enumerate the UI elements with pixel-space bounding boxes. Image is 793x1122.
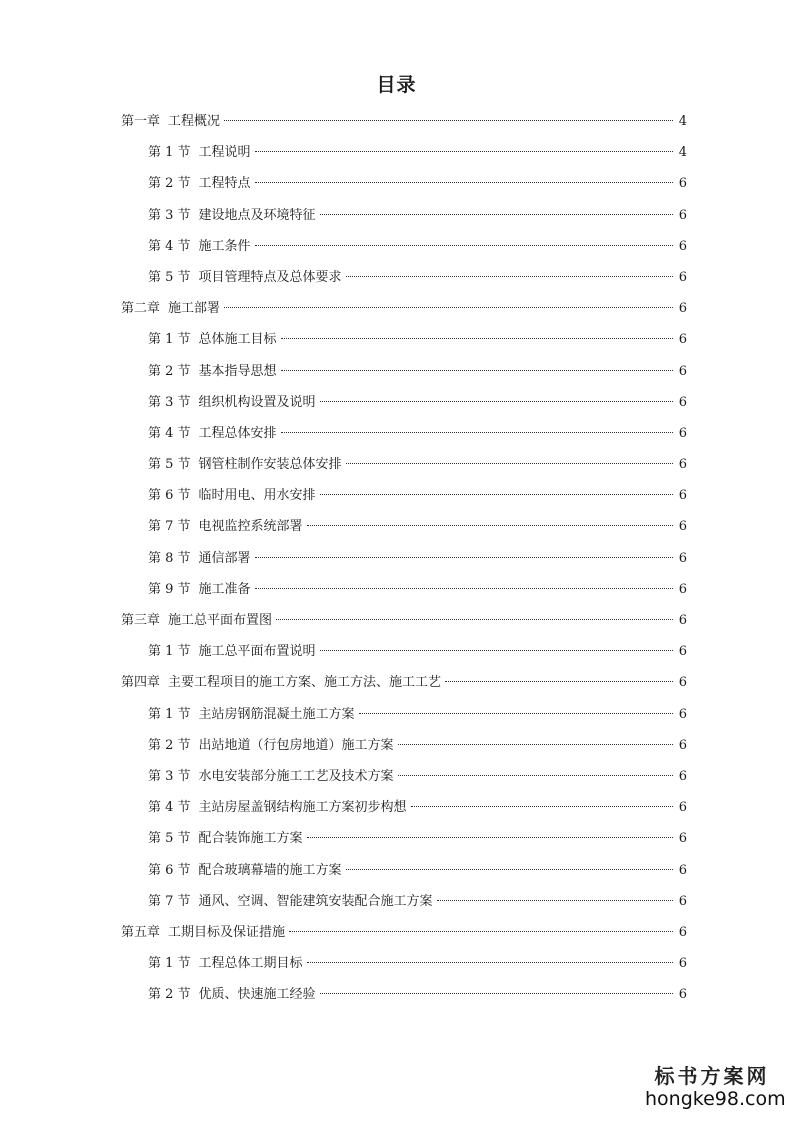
toc-entry-page-number: 6 bbox=[678, 768, 687, 784]
dot-leader bbox=[411, 806, 673, 807]
toc-chapter-entry[interactable] bbox=[121, 605, 687, 636]
toc-section-entry[interactable] bbox=[121, 823, 687, 854]
toc-section-entry[interactable] bbox=[121, 886, 687, 917]
toc-section-entry[interactable] bbox=[121, 574, 687, 605]
toc-entry-label: 工程总体工期目标 bbox=[198, 956, 303, 972]
watermark-url: hongke98.com bbox=[645, 1088, 786, 1110]
toc-entry-page-number: 6 bbox=[678, 519, 687, 535]
toc-entry-page-number: 6 bbox=[678, 238, 687, 254]
toc-entry-number: 第 3 节 bbox=[148, 768, 191, 784]
toc-section-entry[interactable] bbox=[121, 948, 687, 979]
toc-entry-number: 第 2 节 bbox=[148, 176, 191, 192]
dot-leader bbox=[281, 370, 673, 371]
dot-leader bbox=[320, 650, 673, 651]
toc-entry-label: 通风、空调、智能建筑安装配合施工方案 bbox=[198, 893, 433, 909]
toc-entry-label: 施工条件 bbox=[198, 238, 251, 254]
toc-entry-label: 优质、快速施工经验 bbox=[198, 987, 316, 1003]
toc-entry-label: 钢管柱制作安装总体安排 bbox=[198, 457, 342, 473]
toc-entry-label: 临时用电、用水安排 bbox=[198, 488, 316, 504]
dot-leader bbox=[398, 775, 673, 776]
toc-entry-label: 工程概况 bbox=[168, 114, 221, 129]
toc-entry-number: 第 1 节 bbox=[148, 332, 191, 348]
watermark-logo bbox=[645, 1064, 786, 1110]
toc-section-entry[interactable] bbox=[121, 387, 687, 418]
toc-entry-label: 配合玻璃幕墙的施工方案 bbox=[198, 862, 342, 878]
toc-entry-number: 第 5 节 bbox=[148, 457, 191, 473]
dot-leader bbox=[281, 338, 673, 339]
toc-section-entry[interactable] bbox=[121, 231, 687, 262]
toc-section-entry[interactable] bbox=[121, 543, 687, 574]
toc-entry-page-number: 6 bbox=[678, 706, 687, 722]
toc-entry-label: 电视监控系统部署 bbox=[198, 519, 303, 535]
toc-entry-page-number: 6 bbox=[678, 613, 687, 628]
toc-entry-label: 施工部署 bbox=[168, 301, 221, 317]
toc-entry-number: 第 3 节 bbox=[148, 394, 191, 410]
toc-entry-page-number: 6 bbox=[678, 831, 687, 847]
dot-leader bbox=[346, 276, 673, 277]
dot-leader bbox=[255, 588, 673, 589]
toc-entry-page-number: 6 bbox=[678, 363, 687, 379]
toc-entry-page-number: 6 bbox=[678, 301, 687, 317]
toc-entry-number: 第 2 节 bbox=[148, 363, 191, 379]
toc-entry-number: 第 7 节 bbox=[148, 519, 191, 535]
toc-section-entry[interactable] bbox=[121, 792, 687, 823]
toc-entry-page-number: 6 bbox=[678, 893, 687, 909]
toc-entry-label: 施工准备 bbox=[198, 581, 251, 597]
toc-chapter-entry[interactable] bbox=[121, 667, 687, 698]
toc-entry-page-number: 6 bbox=[678, 987, 687, 1003]
toc-entry-number: 第 1 节 bbox=[148, 706, 191, 722]
dot-leader bbox=[320, 401, 673, 402]
toc-entry-number: 第 5 节 bbox=[148, 831, 191, 847]
toc-section-entry[interactable] bbox=[121, 200, 687, 231]
toc-entry-page-number: 6 bbox=[678, 425, 687, 441]
toc-entry-label: 主要工程项目的施工方案、施工方法、施工工艺 bbox=[168, 675, 442, 691]
toc-entry-label: 总体施工目标 bbox=[198, 332, 277, 348]
dot-leader bbox=[320, 494, 673, 495]
toc-entry-number: 第 1 节 bbox=[148, 644, 191, 660]
dot-leader bbox=[307, 837, 673, 838]
toc-entry-page-number: 6 bbox=[678, 956, 687, 972]
toc-section-entry[interactable] bbox=[121, 449, 687, 480]
dot-leader bbox=[320, 214, 673, 215]
dot-leader bbox=[437, 900, 673, 901]
dot-leader bbox=[445, 681, 673, 682]
toc-entry-label: 基本指导思想 bbox=[198, 363, 277, 379]
toc-section-entry[interactable] bbox=[121, 262, 687, 293]
toc-title: 目录 bbox=[376, 74, 417, 96]
dot-leader bbox=[346, 869, 673, 870]
toc-section-entry[interactable] bbox=[121, 855, 687, 886]
toc-entry-label: 工期目标及保证措施 bbox=[168, 924, 286, 940]
dot-leader bbox=[255, 245, 673, 246]
toc-section-entry[interactable] bbox=[121, 761, 687, 792]
toc-section-entry[interactable] bbox=[121, 356, 687, 387]
dot-leader bbox=[255, 151, 673, 152]
toc-entry-label: 配合装饰施工方案 bbox=[198, 831, 303, 847]
toc-section-entry[interactable] bbox=[121, 137, 687, 168]
toc-entry-number: 第 8 节 bbox=[148, 550, 191, 566]
toc-entry-page-number: 6 bbox=[678, 332, 687, 348]
toc-entry-number: 第 2 节 bbox=[148, 987, 191, 1003]
toc-section-entry[interactable] bbox=[121, 168, 687, 199]
toc-entry-number: 第五章 bbox=[121, 924, 161, 940]
toc-section-entry[interactable] bbox=[121, 324, 687, 355]
dot-leader bbox=[346, 463, 673, 464]
toc-entry-page-number: 6 bbox=[678, 581, 687, 597]
toc-entry-page-number: 4 bbox=[678, 145, 687, 161]
toc-entry-label: 出站地道（行包房地道）施工方案 bbox=[198, 737, 394, 753]
dot-leader bbox=[307, 525, 673, 526]
toc-entry-page-number: 6 bbox=[678, 644, 687, 660]
toc-entry-number: 第一章 bbox=[121, 114, 161, 129]
toc-chapter-entry[interactable] bbox=[121, 106, 687, 137]
toc-entry-label: 施工总平面布置说明 bbox=[198, 644, 316, 660]
toc-section-entry[interactable] bbox=[121, 511, 687, 542]
toc-entry-page-number: 6 bbox=[678, 488, 687, 504]
toc-section-entry[interactable] bbox=[121, 699, 687, 730]
toc-entry-page-number: 6 bbox=[678, 675, 687, 691]
toc-entry-number: 第 5 节 bbox=[148, 269, 191, 285]
toc-entry-number: 第 7 节 bbox=[148, 893, 191, 909]
toc-entry-label: 主站房钢筋混凝土施工方案 bbox=[198, 706, 355, 722]
toc-chapter-entry[interactable] bbox=[121, 917, 687, 948]
toc-entry-label: 工程总体安排 bbox=[198, 425, 277, 441]
dot-leader bbox=[224, 307, 673, 308]
dot-leader bbox=[359, 713, 673, 714]
toc-entry-label: 建设地点及环境特征 bbox=[198, 207, 316, 223]
toc-entry-number: 第四章 bbox=[121, 675, 161, 691]
dot-leader bbox=[255, 557, 673, 558]
toc-entry-number: 第 4 节 bbox=[148, 800, 191, 816]
toc-chapter-entry[interactable] bbox=[121, 293, 687, 324]
toc-entry-number: 第 9 节 bbox=[148, 581, 191, 597]
toc-section-entry[interactable] bbox=[121, 979, 687, 1010]
toc-entry-label: 主站房屋盖钢结构施工方案初步构想 bbox=[198, 800, 407, 816]
toc-entry-label: 工程说明 bbox=[198, 145, 251, 161]
dot-leader bbox=[224, 120, 673, 121]
toc-entry-number: 第 1 节 bbox=[148, 956, 191, 972]
toc-entry-number: 第 1 节 bbox=[148, 145, 191, 161]
toc-entry-page-number: 4 bbox=[678, 114, 687, 129]
toc-entry-label: 项目管理特点及总体要求 bbox=[198, 269, 342, 285]
toc-entry-number: 第三章 bbox=[121, 613, 161, 628]
toc-entry-page-number: 6 bbox=[678, 457, 687, 473]
toc-entry-label: 水电安装部分施工工艺及技术方案 bbox=[198, 768, 394, 784]
dot-leader bbox=[320, 993, 673, 994]
dot-leader bbox=[276, 619, 673, 620]
toc-entry-page-number: 6 bbox=[678, 176, 687, 192]
dot-leader bbox=[289, 931, 673, 932]
toc-entry-page-number: 6 bbox=[678, 924, 687, 940]
dot-leader bbox=[281, 432, 673, 433]
toc-entry-page-number: 6 bbox=[678, 862, 687, 878]
toc-entry-label: 施工总平面布置图 bbox=[168, 613, 273, 628]
toc-entry-number: 第二章 bbox=[121, 301, 161, 317]
toc-entry-number: 第 2 节 bbox=[148, 737, 191, 753]
toc-entry-page-number: 6 bbox=[678, 207, 687, 223]
toc-entry-number: 第 6 节 bbox=[148, 488, 191, 504]
toc-entry-number: 第 3 节 bbox=[148, 207, 191, 223]
dot-leader bbox=[398, 744, 673, 745]
toc-section-entry[interactable] bbox=[121, 480, 687, 511]
dot-leader bbox=[307, 962, 673, 963]
toc-section-entry[interactable] bbox=[121, 418, 687, 449]
table-of-contents bbox=[121, 106, 687, 1010]
toc-entry-label: 组织机构设置及说明 bbox=[198, 394, 316, 410]
toc-entry-label: 工程特点 bbox=[198, 176, 251, 192]
dot-leader bbox=[255, 182, 673, 183]
toc-entry-page-number: 6 bbox=[678, 737, 687, 753]
toc-entry-page-number: 6 bbox=[678, 800, 687, 816]
toc-entry-number: 第 6 节 bbox=[148, 862, 191, 878]
toc-section-entry[interactable] bbox=[121, 636, 687, 667]
toc-entry-page-number: 6 bbox=[678, 550, 687, 566]
toc-entry-number: 第 4 节 bbox=[148, 425, 191, 441]
toc-entry-label: 通信部署 bbox=[198, 550, 251, 566]
toc-entry-page-number: 6 bbox=[678, 269, 687, 285]
toc-section-entry[interactable] bbox=[121, 730, 687, 761]
watermark-text-cn: 标书方案网 bbox=[654, 1064, 770, 1088]
toc-entry-page-number: 6 bbox=[678, 394, 687, 410]
toc-entry-number: 第 4 节 bbox=[148, 238, 191, 254]
